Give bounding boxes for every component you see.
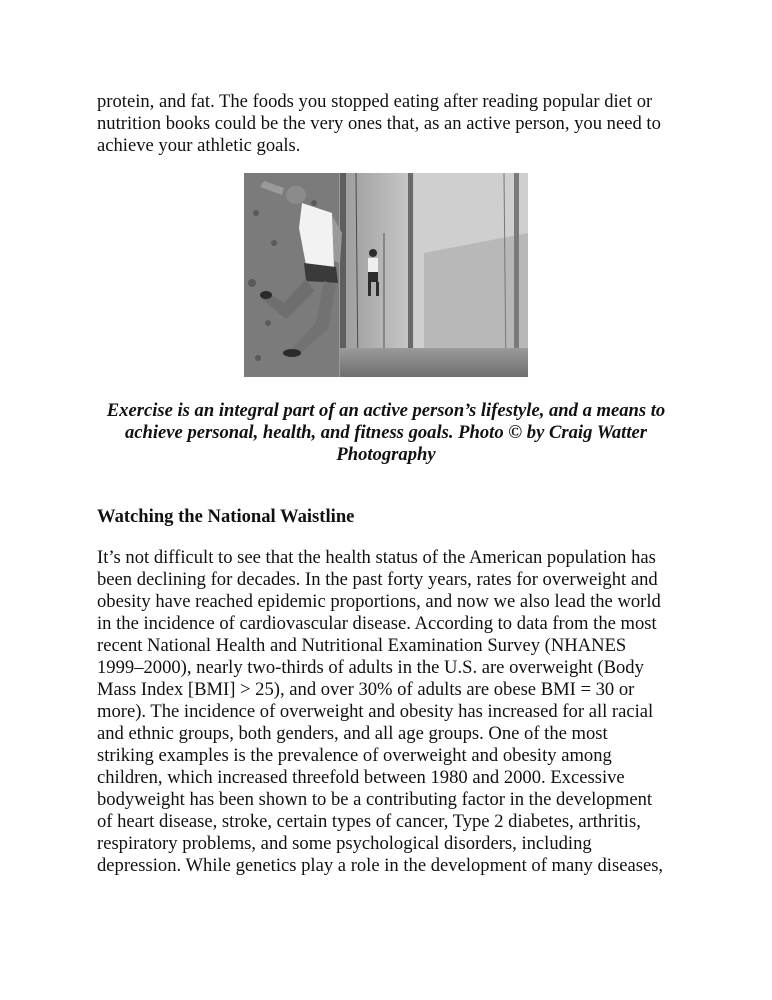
text-line: achieve your athletic goals. <box>97 135 301 156</box>
climbing-wall-photo <box>244 173 528 377</box>
text-line: in the incidence of cardiovascular disease. According to data from the most <box>97 613 657 634</box>
caption-line: Photography <box>336 444 436 465</box>
text-line: more). The incidence of overweight and obesity has increased for all racial <box>97 701 654 722</box>
text-line: Mass Index [BMI] > 25), and over 30% of adults are obese BMI = 30 or <box>97 679 635 700</box>
text-line: children, which increased threefold between 1980 and 2000. Excessive <box>97 767 625 788</box>
text-line: depression. While genetics play a role in the development of many diseases, <box>97 855 664 876</box>
text-line: 1999–2000), nearly two-thirds of adults in the U.S. are overweight (Body <box>97 657 644 678</box>
text-line: obesity have reached epidemic proportions, and now we also lead the world <box>97 591 661 612</box>
text-line: and ethnic groups, both genders, and all age groups. One of the most <box>97 723 608 744</box>
text-line: respiratory problems, and some psychological disorders, including <box>97 833 592 854</box>
text-line: been declining for decades. In the past forty years, rates for overweight and <box>97 569 658 590</box>
section-heading: Watching the National Waistline <box>97 506 355 527</box>
text-line: It’s not difficult to see that the health status of the American population has <box>97 547 656 568</box>
text-line: protein, and fat. The foods you stopped eating after reading popular diet or <box>97 91 653 112</box>
caption-line: Exercise is an integral part of an active person’s lifestyle, and a means to <box>106 400 666 421</box>
text-line: nutrition books could be the very ones that, as an active person, you need to <box>97 113 661 134</box>
body-paragraph <box>97 547 663 877</box>
text-line: of heart disease, stroke, certain types of cancer, Type 2 diabetes, arthritis, <box>97 811 641 832</box>
caption-line: achieve personal, health, and fitness goals. Photo © by Craig Watter <box>125 422 647 443</box>
photo-caption <box>90 400 682 466</box>
text-line: striking examples is the prevalence of overweight and obesity among <box>97 745 612 766</box>
text-line: bodyweight has been shown to be a contributing factor in the development <box>97 789 653 810</box>
intro-paragraph <box>97 91 661 157</box>
text-line: recent National Health and Nutritional Examination Survey (NHANES <box>97 635 627 656</box>
